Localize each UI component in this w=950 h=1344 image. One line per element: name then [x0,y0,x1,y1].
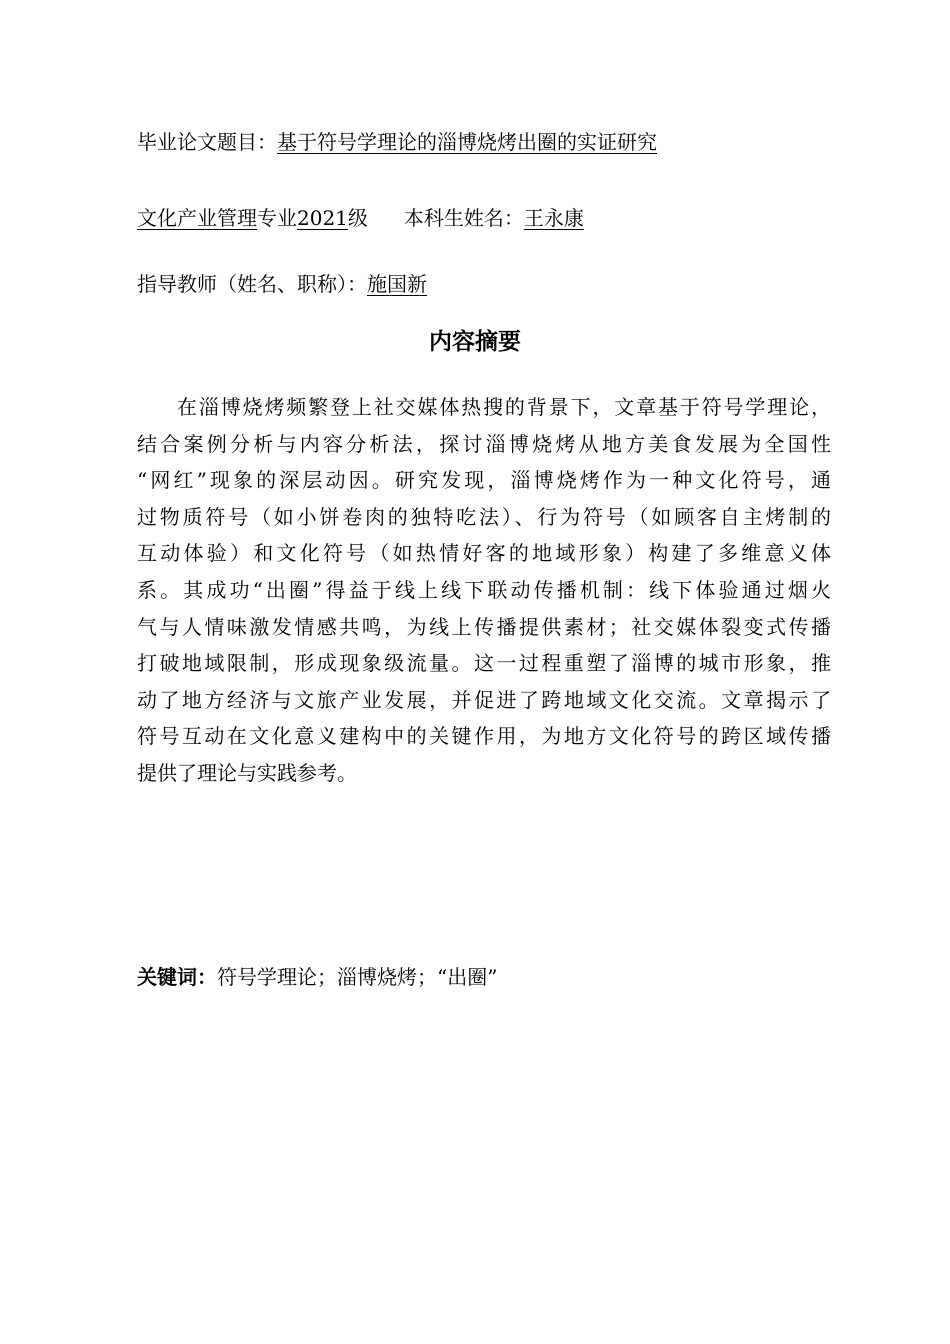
abstract-line: “网红”现象的深层动因。研究发现，淄博烧烤作为一种文化符号，通 [137,468,831,493]
advisor-value: 施国新 [367,272,427,296]
abstract-line: 打破地域限制，形成现象级流量。这一过程重塑了淄博的城市形象，推 [137,651,831,676]
advisor-label: 指导教师（姓名、职称）： [137,272,367,296]
abstract-line: 在淄博烧烤频繁登上社交媒体热搜的背景下，文章基于符号学理论， [177,395,831,419]
major-row [137,204,584,232]
student-name-value: 王永康 [523,206,584,230]
abstract-line: 符号互动在文化意义建构中的关键作用，为地方文化符号的跨区域传播 [137,724,831,749]
thesis-title-value: 基于符号学理论的淄博烧烤出圈的实证研究 [277,130,657,154]
major-suffix: 专业 [257,206,297,230]
abstract-line: 结合案例分析与内容分析法，探讨淄博烧烤从地方美食发展为全国性 [137,431,831,456]
abstract-line: 过物质符号（如小饼卷肉的独特吃法）、行为符号（如顾客自主烤制的 [137,504,831,529]
year-suffix: 级 [347,206,368,230]
major-value: 文化产业管理 [137,206,257,230]
abstract-line: 气与人情味激发情感共鸣，为线上传播提供素材；社交媒体裂变式传播 [137,614,831,639]
keywords-row [137,963,497,991]
student-name-label: 本科生姓名： [403,206,524,230]
abstract-line: 动了地方经济与文旅产业发展，并促进了跨地域文化交流。文章揭示了 [137,687,831,712]
keywords-label: 关键词： [137,965,217,989]
abstract-heading: 内容摘要 [429,329,521,355]
abstract-line: 系。其成功“出圈”得益于线上线下联动传播机制：线下体验通过烟火 [137,577,831,602]
advisor-row [137,270,427,298]
abstract-body [137,389,831,792]
abstract-line: 互动体验）和文化符号（如热情好客的地域形象）构建了多维意义体 [137,541,831,566]
keywords-value: 符号学理论；淄博烧烤；“出圈” [217,965,498,989]
thesis-title-label: 毕业论文题目： [137,130,277,154]
thesis-title-row [137,128,657,156]
abstract-line: 提供了理论与实践参考。 [137,760,357,785]
year-value: 2021 [297,206,348,230]
